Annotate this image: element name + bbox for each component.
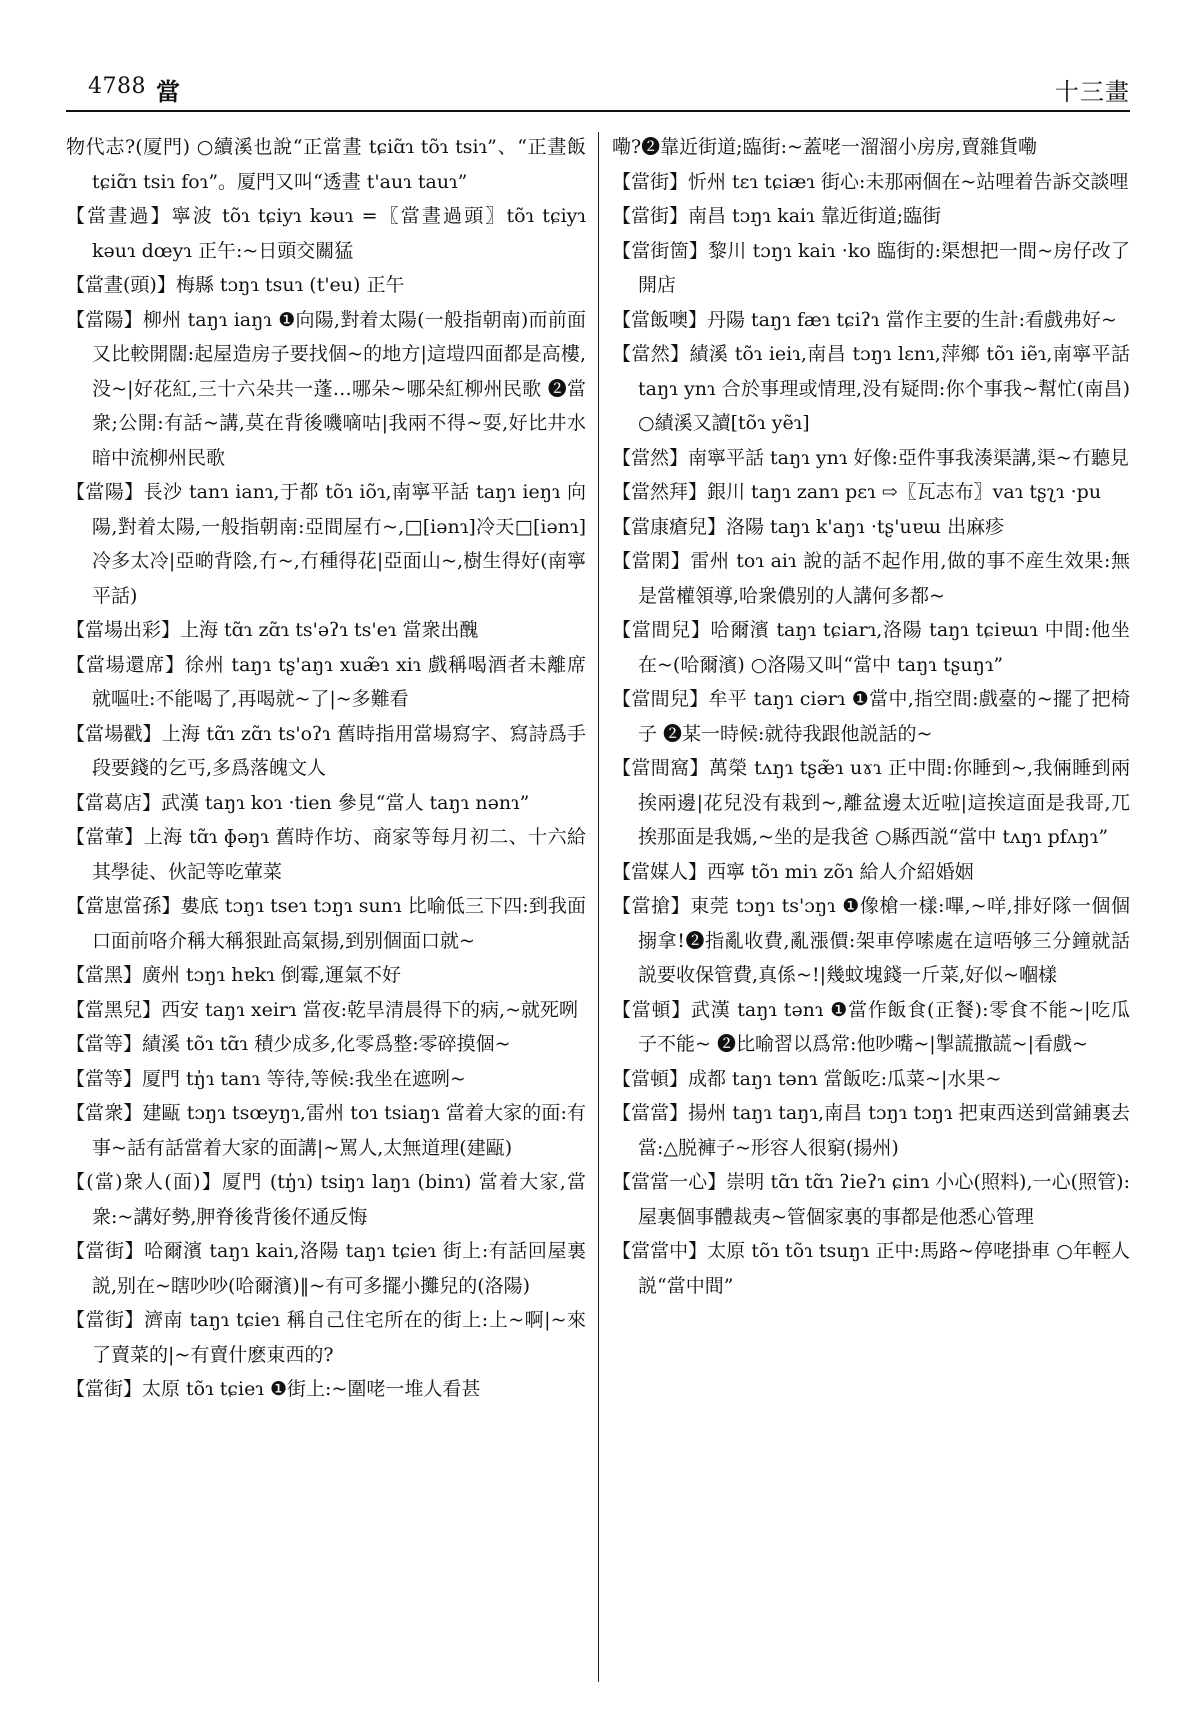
right-column — [612, 130, 1130, 1690]
dictionary-entry: 【當葛店】武漢 taŋɿ koɿ ·tien 參見“當人 taŋɿ nənɿ” — [66, 791, 530, 814]
dictionary-entry: 【當場出彩】上海 tɑ̃ɿ zɑ̃ɿ ts'əʔɿ ts'eɿ 當衆出醜 — [66, 619, 479, 641]
dictionary-entry: 【當間兒】牟平 taŋɿ ciərɿ ❶當中,指空間:戲臺的~擺了把椅子 ❷某一時候:就待我跟他説話的~ — [612, 688, 1130, 745]
dictionary-entry: 【當飯噢】丹陽 taŋɿ fæɿ tɕiʔɿ 當作主要的生計:看戲弗好~ — [612, 308, 1117, 331]
dictionary-entry: 【當頓】武漢 taŋɿ tənɿ ❶當作飯食(正餐):零食不能~|吃瓜子不能~ ❷比喻習以爲常:他吵嘴~|掣謊撒謊~|看戲~ — [612, 998, 1130, 1055]
dictionary-entry: 【(當)衆人(面)】厦門 (tŋ̍ɿ) tsiŋɿ laŋɿ (binɿ) 當着大家,當衆:~講好勢,胛脊後背後伓通反悔 — [66, 1171, 586, 1228]
dictionary-entry: 【當當一心】崇明 tɑ̃ɿ tɑ̃ɿ ʔieʔɿ ɕinɿ 小心(照料),一心(照管):屋裏個事體裁夷~管個家裏的事都是他悉心管理 — [612, 1171, 1130, 1228]
dictionary-entry: 【當衆】建甌 tɔŋɿ tsœyŋɿ,雷州 toɿ tsiaŋɿ 當着大家的面:有事~話有話當着大家的面講|~罵人,太無道理(建甌) — [66, 1102, 586, 1159]
dictionary-entry: 【當然】南寧平話 taŋɿ ynɿ 好像:亞件事我湊渠講,渠~冇聽見 — [612, 446, 1129, 469]
dictionary-entry: 【當間兒】哈爾濱 taŋɿ tɕiarɿ,洛陽 taŋɿ tɕiɐɯɿ 中間:他坐在~(哈爾濱) ○洛陽又叫“當中 taŋɿ tʂuŋɿ” — [612, 619, 1130, 676]
dictionary-entry: 【當陽】長沙 tanɿ ianɿ,于都 tõɿ iõɿ,南寧平話 taŋɿ ieŋɿ 向陽,對着太陽,一般指朝南:亞間屋冇~,□[iənɿ]冷天□[iənɿ]冷多太冷|亞啲背陰,冇~,冇種得花|亞面山~,樹生得好(南寧平話) — [66, 481, 586, 607]
dictionary-entry: 【當葷】上海 tɑ̃ɿ ɸəŋɿ 舊時作坊、商家等每月初二、十六給其學徒、伙記等吃葷菜 — [66, 826, 586, 883]
left-column — [66, 130, 586, 1690]
dictionary-entry: 【當場戳】上海 tɑ̃ɿ zɑ̃ɿ ts'oʔɿ 舊時指用當場寫字、寫詩爲手段要錢的乞丐,多爲落魄文人 — [66, 722, 586, 779]
dictionary-entry: 【當街】忻州 tɛɿ tɕiæɿ 街心:未那兩個在~站哩着告訴交談哩 — [612, 170, 1129, 193]
dictionary-entry: 【當晝過】寧波 tõɿ tɕiyɿ kəuɿ =〖當晝過頭〗tõɿ tɕiyɿ kəuɿ dœyɿ 正午:~日頭交關猛 — [66, 205, 586, 262]
dictionary-entry: 【當等】績溪 tõɿ tɑ̃ɿ 積少成多,化零爲整:零碎摸個~ — [66, 1033, 511, 1055]
head-character: 當 — [156, 77, 180, 106]
dictionary-entry: 【當崽當孫】婁底 tɔŋɿ tseɿ tɔŋɿ sunɿ 比喻低三下四:到我面口面前咯介稱大稱狠趾高氣揚,到别個面口就~ — [66, 895, 586, 952]
dictionary-entry: 【當然】績溪 tõɿ ieiɿ,南昌 tɔŋɿ lɛnɿ,萍鄉 tõɿ iẽɿ,南寧平話 taŋɿ ynɿ 合於事理或情理,没有疑問:你个事我~幫忙(南昌) ○績溪又讀[tõɿ yẽɿ] — [612, 343, 1130, 434]
dictionary-entry: 【當黑】廣州 tɔŋɿ hɐkɿ 倒霉,運氣不好 — [66, 964, 401, 986]
dictionary-entry: 【當然拜】銀川 taŋɿ zanɿ pɛɿ ⇨〖瓦志布〗vaɿ tʂʅɿ ·pu — [612, 481, 1102, 503]
dictionary-entry: 【當街】太原 tõɿ tɕieɿ ❶街上:~圍咾一堆人看甚 — [66, 1378, 481, 1400]
section-label: 十三畫 — [1055, 78, 1130, 106]
dictionary-entry: 【當街】濟南 taŋɿ tɕieɿ 稱自己住宅所在的街上:上~啊|~來了賣菜的|~有賣什麽東西的? — [66, 1309, 586, 1366]
dictionary-entry: 【當搶】東莞 tɔŋɿ ts'ɔŋɿ ❶像槍一樣:嗶,~咩,排好隊一個個搦拿!❷指亂收費,亂漲價:架車停嗦處在這唔够三分鐘就話説要收保管費,真係~!|幾蚊塊錢一斤菜,好似~嗰樣 — [612, 895, 1130, 986]
dictionary-entry: 【當場還席】徐州 taŋɿ tʂ'aŋɿ xuæ̃ɿ xiɿ 戲稱喝酒者未離席就嘔吐:不能喝了,再喝就~了|~多難看 — [66, 653, 586, 710]
dictionary-entry: 【當康瘡兒】洛陽 taŋɿ k'aŋɿ ·tʂ'uɐɯ 出麻疹 — [612, 515, 1005, 538]
page-number: 4788 — [88, 74, 146, 99]
dictionary-entry: 物代志?(厦門) ○續溪也說“正當晝 tɕiɑ̃ɿ tõɿ tsiɿ”、“正晝飯 tɕiɑ̃ɿ tsiɿ foɿ”。厦門又叫“透晝 t'auɿ tauɿ” — [66, 136, 586, 193]
dictionary-entry: 【當媒人】西寧 tõɿ miɿ zõɿ 給人介紹婚姻 — [612, 860, 974, 883]
dictionary-entry: 【當等】厦門 tŋ̍ɿ tanɿ 等待,等候:我坐在遮咧~ — [66, 1067, 466, 1090]
header-rule — [66, 110, 1130, 112]
page-header — [66, 72, 1130, 112]
dictionary-entry: 【當頓】成都 taŋɿ tənɿ 當飯吃:瓜菜~|水果~ — [612, 1067, 1002, 1090]
dictionary-entry: 【當黑兒】西安 taŋɿ xeirɿ 當夜:乾旱清晨得下的病,~就死咧 — [66, 998, 578, 1021]
dictionary-entry: 【當街】南昌 tɔŋɿ kaiɿ 靠近街道;臨街 — [612, 205, 942, 227]
dictionary-entry: 【當閑】雷州 toɿ aiɿ 說的話不起作用,做的事不産生效果:無是當權領導,哈衆儂别的人講何多都~ — [612, 550, 1130, 607]
dictionary-entry: 【當當中】太原 tõɿ tõɿ tsuŋɿ 正中:馬路~停咾掛車 ○年輕人説“當中間” — [612, 1240, 1130, 1297]
dictionary-entry: 嘞?❷靠近街道;臨街:~蓋咾一溜溜小房房,賣雜貨嘞 — [612, 136, 1037, 158]
dictionary-entry: 【當當】揚州 taŋɿ taŋɿ,南昌 tɔŋɿ tɔŋɿ 把東西送到當鋪裏去當:△脱褲子~形容人很窮(揚州) — [612, 1102, 1130, 1159]
column-divider — [598, 132, 599, 1682]
dictionary-entry: 【當街箇】黎川 tɔŋɿ kaiɿ ·ko 臨街的:渠想把一間~房仔改了開店 — [612, 239, 1130, 296]
dictionary-entry: 【當陽】柳州 taŋɿ iaŋɿ ❶向陽,對着太陽(一般指朝南)而前面又比較開闊:起屋造房子要找個~的地方|這塏四面都是高樓,没~|好花紅,三十六朵共一蓬…哪朵~哪朵紅柳州民歌 ❷當衆;公開:有話~講,莫在背後嘰嘀咕|我兩不得~耍,好比井水暗中流柳州民歌 — [66, 308, 586, 469]
dictionary-entry: 【當晝(頭)】梅縣 tɔŋɿ tsuɿ (t'eu) 正午 — [66, 274, 405, 296]
dictionary-entry: 【當間窩】萬榮 tʌŋɿ tʂæ̃ɿ uɤɿ 正中間:你睡到~,我倆睡到兩挨兩邊|花兒没有栽到~,離盆邊太近啦|這挨這面是我哥,兀挨那面是我媽,~坐的是我爸 ○縣西説“當中 tʌŋɿ pfʌŋɿ” — [612, 757, 1130, 848]
dictionary-entry: 【當街】哈爾濱 taŋɿ kaiɿ,洛陽 taŋɿ tɕieɿ 街上:有話回屋裏説,别在~瞎吵吵(哈爾濱)‖~有可多擺小攤兒的(洛陽) — [66, 1240, 586, 1297]
